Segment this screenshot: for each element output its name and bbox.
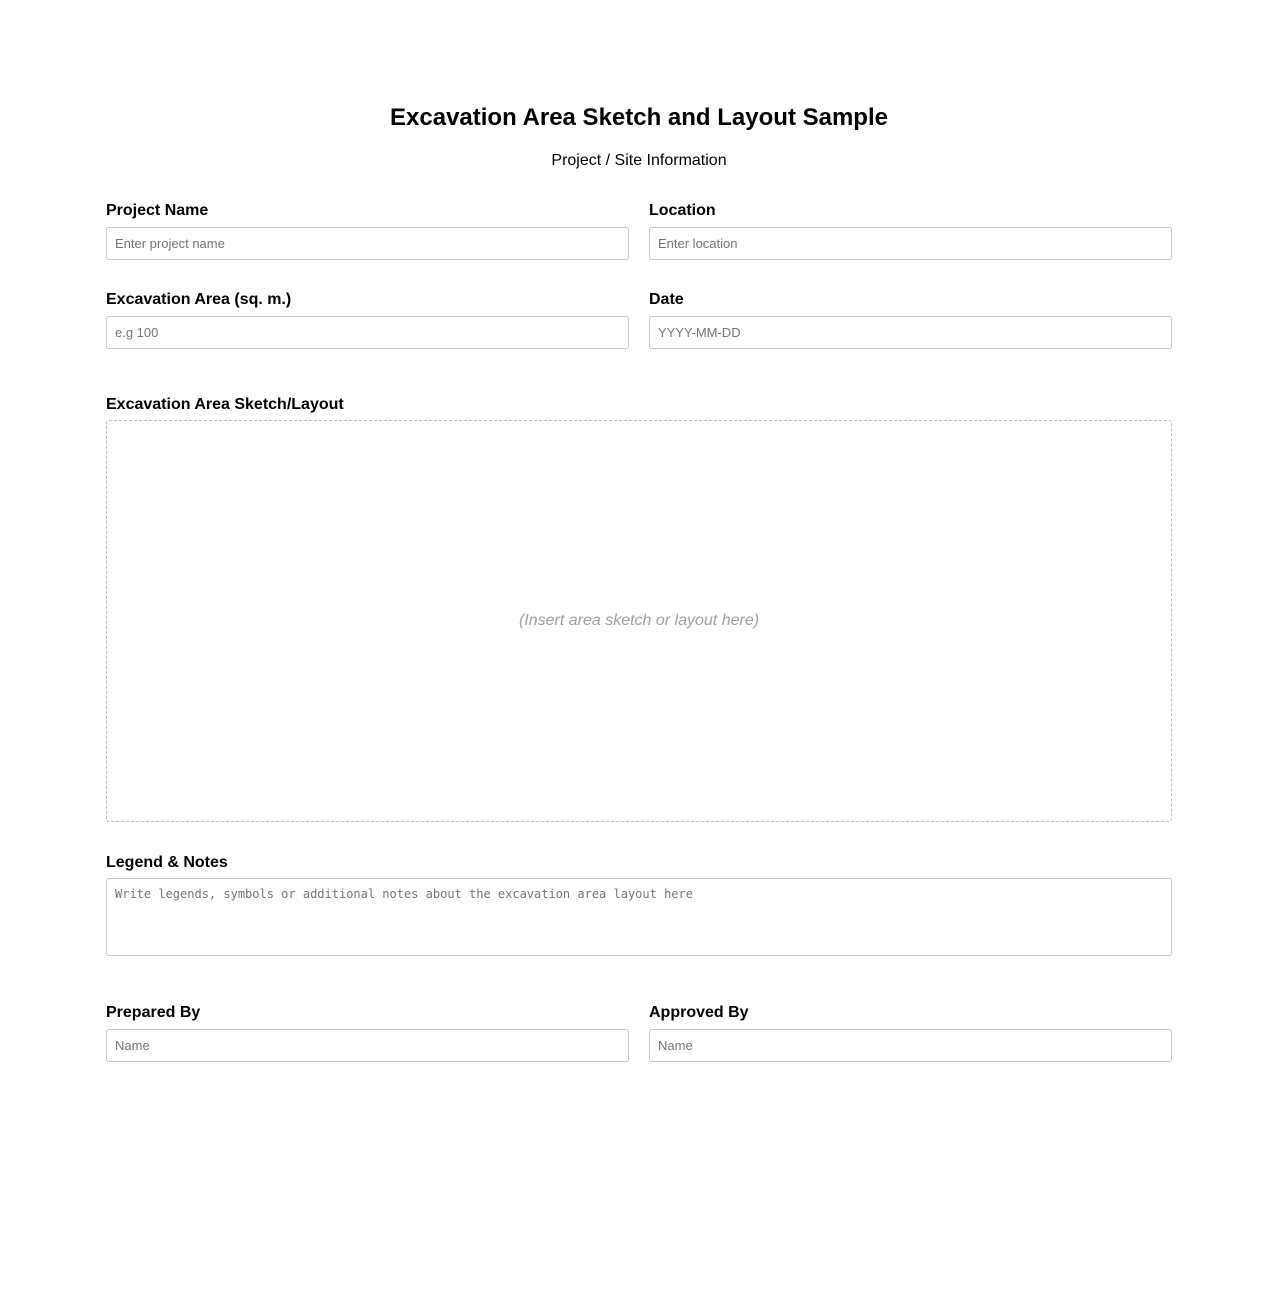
sketch-area[interactable] <box>106 420 1172 822</box>
location-label: Location <box>649 202 716 219</box>
excavation-area-input[interactable] <box>106 316 629 349</box>
project-name-label: Project Name <box>106 202 209 219</box>
page-title: Excavation Area Sketch and Layout Sample <box>390 104 888 131</box>
date-label: Date <box>649 291 684 308</box>
project-info-row-1 <box>106 201 1172 260</box>
approved-by-input[interactable] <box>649 1029 1172 1062</box>
location-input[interactable] <box>649 227 1172 260</box>
prepared-by-label: Prepared By <box>106 1004 201 1021</box>
excavation-area-field-group <box>106 290 629 349</box>
project-name-field-group <box>106 201 629 260</box>
legend-notes-label: Legend & Notes <box>106 854 228 871</box>
approved-by-field-group <box>649 1003 1172 1062</box>
location-field-group <box>649 201 1172 260</box>
date-field-group <box>649 290 1172 349</box>
sketch-label: Excavation Area Sketch/Layout <box>106 396 344 413</box>
excavation-area-label: Excavation Area (sq. m.) <box>106 291 292 308</box>
project-name-input[interactable] <box>106 227 629 260</box>
approved-by-label: Approved By <box>649 1004 749 1021</box>
project-info-row-2 <box>106 290 1172 349</box>
prepared-by-field-group <box>106 1003 629 1062</box>
date-input[interactable] <box>649 316 1172 349</box>
legend-notes-textarea[interactable] <box>106 878 1172 956</box>
signoff-row <box>106 1003 1172 1062</box>
sketch-placeholder-text: (Insert area sketch or layout here) <box>518 612 760 629</box>
page-subtitle: Project / Site Information <box>551 152 727 169</box>
prepared-by-input[interactable] <box>106 1029 629 1062</box>
